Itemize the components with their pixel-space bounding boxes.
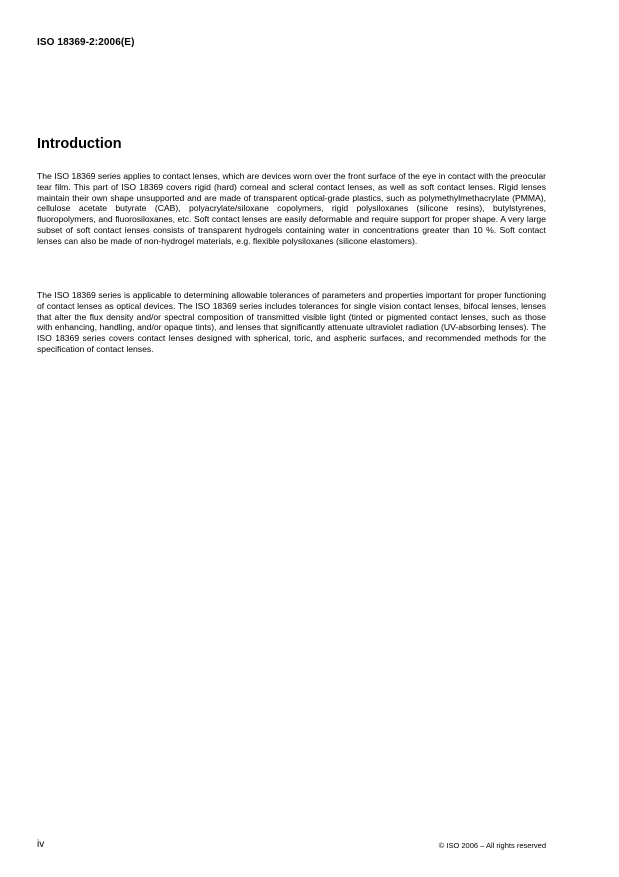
section-title: Introduction <box>37 136 122 152</box>
page-number: iv <box>37 839 45 850</box>
intro-paragraph-2: The ISO 18369 series is applicable to determining allowable tolerances of parameters and properties important for proper functioning of contact lenses as optical devices. The ISO 18369 series includes tolerances for single vision contact lenses, bifocal lenses, lenses that alter the flux density and/or spectral composition of transmitted visible light (tinted or pigmented contact lenses, such as those with enhancing, handling, and/or opaque tints), and lenses that significantly attenuate ultraviolet radiation (UV-absorbing lenses). The ISO 18369 series covers contact lenses designed with spherical, toric, and aspheric surfaces, and recommended methods for the specification of contact lenses. <box>37 290 546 354</box>
document-header: ISO 18369-2:2006(E) <box>37 37 135 48</box>
intro-paragraph-1: The ISO 18369 series applies to contact lenses, which are devices worn over the front surface of the eye in contact with the preocular tear film. This part of ISO 18369 covers rigid (hard) corneal and scleral contact lenses, as well as soft contact lenses. Rigid lenses maintain their own shape unsupported and are made of transparent optical-grade plastics, such as polymethylmethacrylate (PMMA), cellulose acetate butyrate (CAB), polyacrylate/siloxane copolymers, rigid polysiloxanes (silicone resins), butylstyrenes, fluoropolymers, and fluorosiloxanes, etc. Soft contact lenses are easily deformable and require support for proper shape. A very large subset of soft contact lenses consists of transparent hydrogels containing water in concentrations greater than 10 %. Soft contact lenses can also be made of non-hydrogel materials, e.g. flexible polysiloxanes (silicone elastomers). <box>37 171 546 246</box>
copyright-notice: © ISO 2006 – All rights reserved <box>438 841 546 850</box>
